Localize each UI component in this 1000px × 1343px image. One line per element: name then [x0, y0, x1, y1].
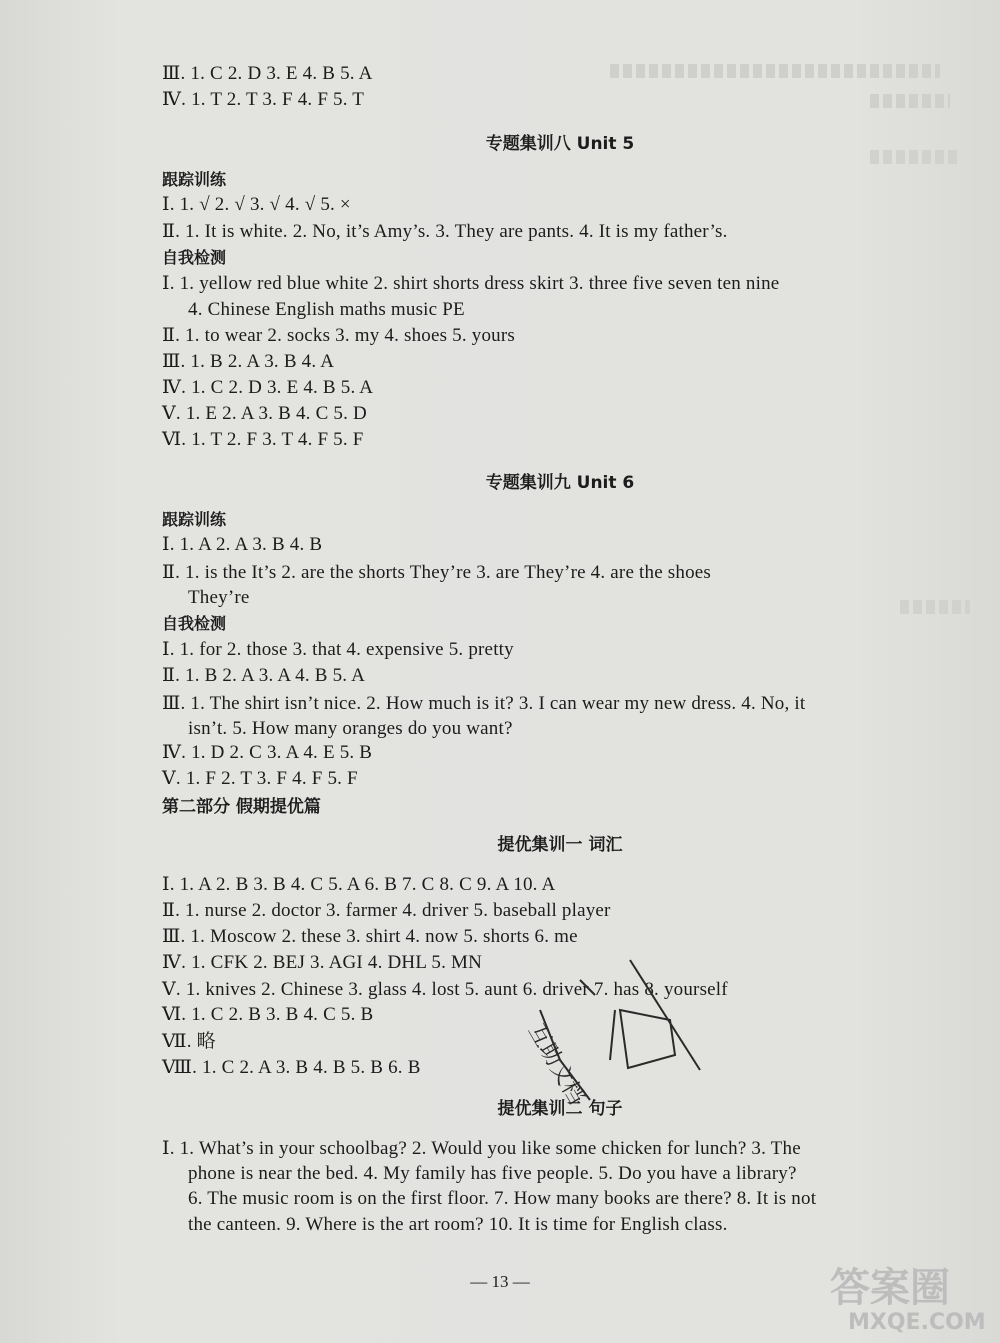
answer-line: Ⅰ. 1. A 2. A 3. B 4. B	[162, 534, 323, 555]
answer-line: 4. Chinese English maths music PE	[188, 299, 465, 320]
answer-line: Ⅱ. 1. It is white. 2. No, it’s Amy’s. 3. They are pants. 4. It is my father’s.	[162, 221, 728, 242]
answer-line: Ⅰ. 1. √ 2. √ 3. √ 4. √ 5. ×	[162, 194, 351, 215]
answer-line: Ⅲ. 1. Moscow 2. these 3. shirt 4. now 5. shorts 6. me	[162, 926, 578, 947]
answer-line: Ⅴ. 1. E 2. A 3. B 4. C 5. D	[162, 403, 367, 424]
answer-line: the canteen. 9. Where is the art room? 10. It is time for English class.	[188, 1214, 728, 1235]
answer-line: Ⅱ. 1. nurse 2. doctor 3. farmer 4. driver 5. baseball player	[162, 900, 611, 921]
answer-line: Ⅴ. 1. knives 2. Chinese 3. glass 4. lost 5. aunt 6. driver 7. has 8. yourself	[162, 979, 728, 1000]
stamp-mark	[520, 950, 720, 1130]
subsection-heading: 自我检测	[162, 248, 227, 267]
answer-line: Ⅴ. 1. F 2. T 3. F 4. F 5. F	[162, 768, 358, 789]
stamp-text: 互助文档	[522, 1020, 589, 1109]
section-title: 专题集训九 Unit 6	[485, 473, 635, 493]
answer-line: Ⅱ. 1. B 2. A 3. A 4. B 5. A	[162, 665, 366, 686]
answer-line: Ⅰ. 1. yellow red blue white 2. shirt shorts dress skirt 3. three five seven ten nine	[162, 273, 780, 294]
subsection-heading: 跟踪训练	[162, 170, 227, 189]
subsection-heading: 跟踪训练	[162, 510, 227, 529]
subsection-heading: 自我检测	[162, 614, 227, 633]
watermark-url: MXQE.COM	[848, 1310, 986, 1335]
answer-line: Ⅰ. 1. for 2. those 3. that 4. expensive 5. pretty	[162, 639, 514, 660]
answer-line: isn’t. 5. How many oranges do you want?	[188, 718, 513, 739]
page-number: — 13 —	[470, 1272, 530, 1291]
answer-line: Ⅲ. 1. The shirt isn’t nice. 2. How much is it? 3. I can wear my new dress. 4. No, it	[162, 693, 806, 714]
answer-line: Ⅳ. 1. T 2. T 3. F 4. F 5. T	[162, 89, 365, 110]
section-title: 提优集训二 句子	[497, 1099, 623, 1119]
answer-line: Ⅱ. 1. to wear 2. socks 3. my 4. shoes 5. yours	[162, 325, 515, 346]
section-title: 专题集训八 Unit 5	[485, 134, 635, 154]
answer-line: phone is near the bed. 4. My family has five people. 5. Do you have a library?	[188, 1163, 797, 1184]
answer-line: Ⅳ. 1. D 2. C 3. A 4. E 5. B	[162, 742, 373, 763]
answer-line: Ⅵ. 1. T 2. F 3. T 4. F 5. F	[162, 429, 364, 450]
answer-line: Ⅳ. 1. C 2. D 3. E 4. B 5. A	[162, 377, 374, 398]
answer-line: They’re	[188, 587, 250, 608]
section-title: 提优集训一 词汇	[497, 835, 623, 855]
answer-line: Ⅷ. 1. C 2. A 3. B 4. B 5. B 6. B	[162, 1057, 421, 1078]
answer-line: Ⅵ. 1. C 2. B 3. B 4. C 5. B	[162, 1004, 374, 1025]
answer-line: Ⅰ. 1. A 2. B 3. B 4. C 5. A 6. B 7. C 8. C 9. A 10. A	[162, 874, 556, 895]
answer-line: Ⅶ. 略	[162, 1031, 216, 1052]
watermark-main: 答案圈	[830, 1265, 950, 1311]
watermark-logo	[822, 1257, 992, 1337]
answer-line: Ⅲ. 1. C 2. D 3. E 4. B 5. A	[162, 63, 373, 84]
part-heading: 第二部分 假期提优篇	[162, 797, 321, 817]
answer-line: Ⅳ. 1. CFK 2. BEJ 3. AGI 4. DHL 5. MN	[162, 952, 482, 973]
answer-line: Ⅲ. 1. B 2. A 3. B 4. A	[162, 351, 335, 372]
answer-line: 6. The music room is on the first floor. 7. How many books are there? 8. It is not	[188, 1188, 817, 1209]
answer-line: Ⅱ. 1. is the It’s 2. are the shorts They’re 3. are They’re 4. are the shoes	[162, 562, 712, 583]
answer-line: Ⅰ. 1. What’s in your schoolbag? 2. Would you like some chicken for lunch? 3. The	[162, 1138, 801, 1159]
